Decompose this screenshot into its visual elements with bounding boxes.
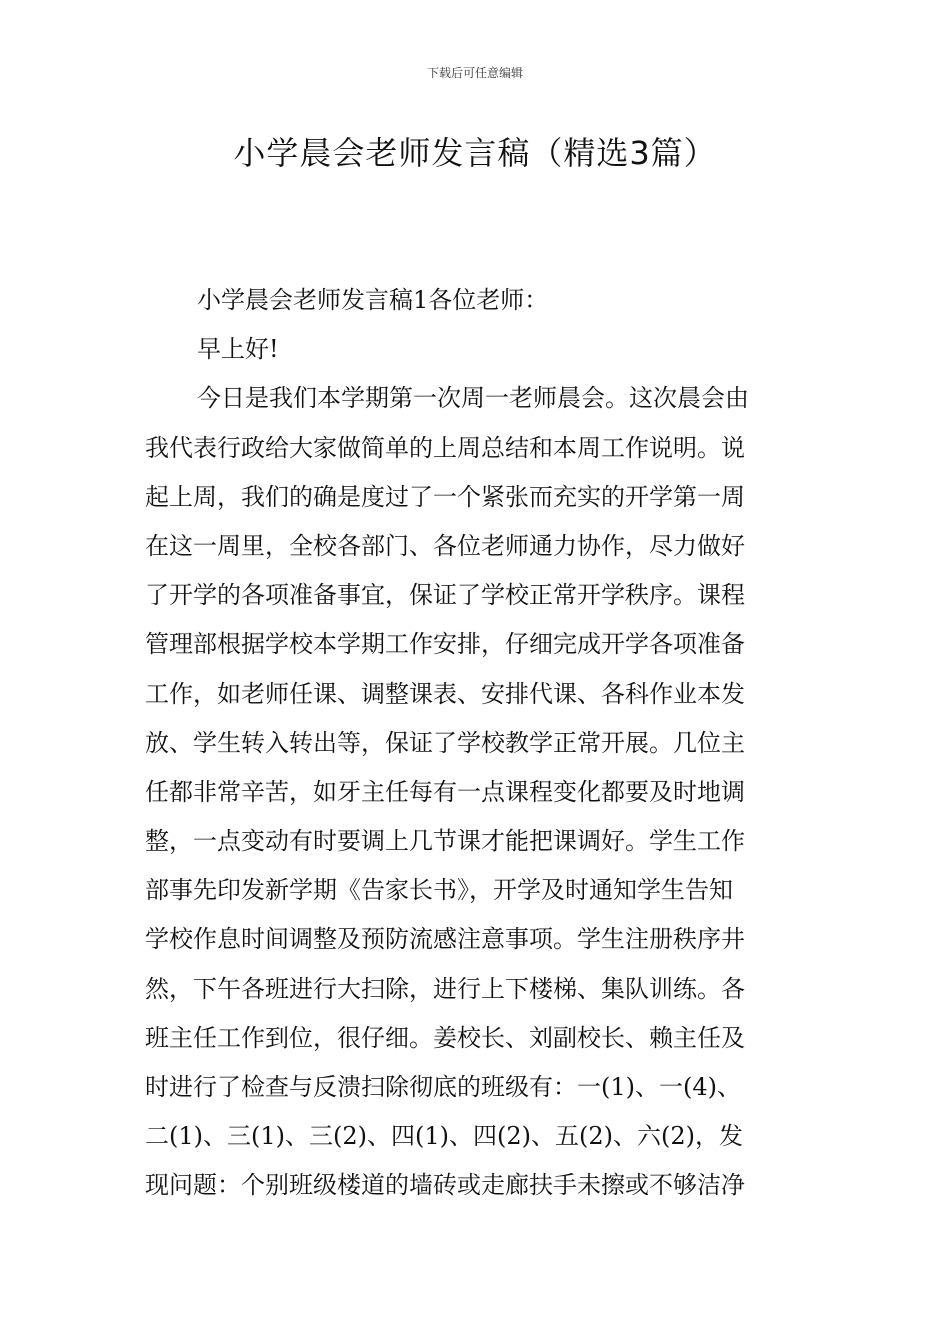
paragraph-line: 放、学生转入转出等，保证了学校教学正常开展。几位主 [145,728,745,757]
document-body [145,276,807,1211]
paragraph-line: 时进行了检查与反溃扫除彻底的班级有：一(1)、一(4)、 [145,1073,741,1101]
paragraph-line: 在这一周里，全校各部门、各位老师通力协作，尽力做好 [145,531,745,560]
paragraph-line: 任都非常辛苦，如牙主任每有一点课程变化都要及时地调 [145,777,745,806]
paragraph-line: 工作，如老师任课、调整课表、安排代课、各科作业本发 [145,679,745,708]
paragraph-line: 二(1)、三(1)、三(2)、四(1)、四(2)、五(2)、六(2)，发 [145,1122,743,1151]
paragraph-line: 然，下午各班进行大扫除，进行上下楼梯、集队训练。各 [145,974,745,1003]
paragraph-line: 今日是我们本学期第一次周一老师晨会。这次晨会由 [197,384,749,413]
paragraph-line: 小学晨会老师发言稿1各位老师： [197,286,549,314]
paragraph-line: 管理部根据学校本学期工作安排，仔细完成开学各项准备 [145,630,745,659]
paragraph-line: 早上好! [197,335,279,364]
paragraph-line: 了开学的各项准备事宜，保证了学校正常开学秩序。课程 [145,581,745,610]
header-note: 下载后可任意编辑 [426,66,523,80]
document-title: 小学晨会老师发言稿（精选3篇） [233,134,717,172]
paragraph-line: 班主任工作到位，很仔细。姜校长、刘副校长、赖主任及 [145,1023,745,1052]
paragraph-line: 现问题：个别班级楼道的墙砖或走廊扶手未擦或不够洁净 [145,1171,745,1200]
paragraph-line: 部事先印发新学期《告家长书》，开学及时通知学生告知 [145,876,733,905]
paragraph-line: 学校作息时间调整及预防流感注意事项。学生注册秩序井 [145,925,745,954]
paragraph-line: 我代表行政给大家做简单的上周总结和本周工作说明。说 [145,433,745,462]
paragraph-line: 起上周，我们的确是度过了一个紧张而充实的开学第一周 [145,482,745,511]
paragraph-line: 整，一点变动有时要调上几节课才能把课调好。学生工作 [145,827,745,856]
